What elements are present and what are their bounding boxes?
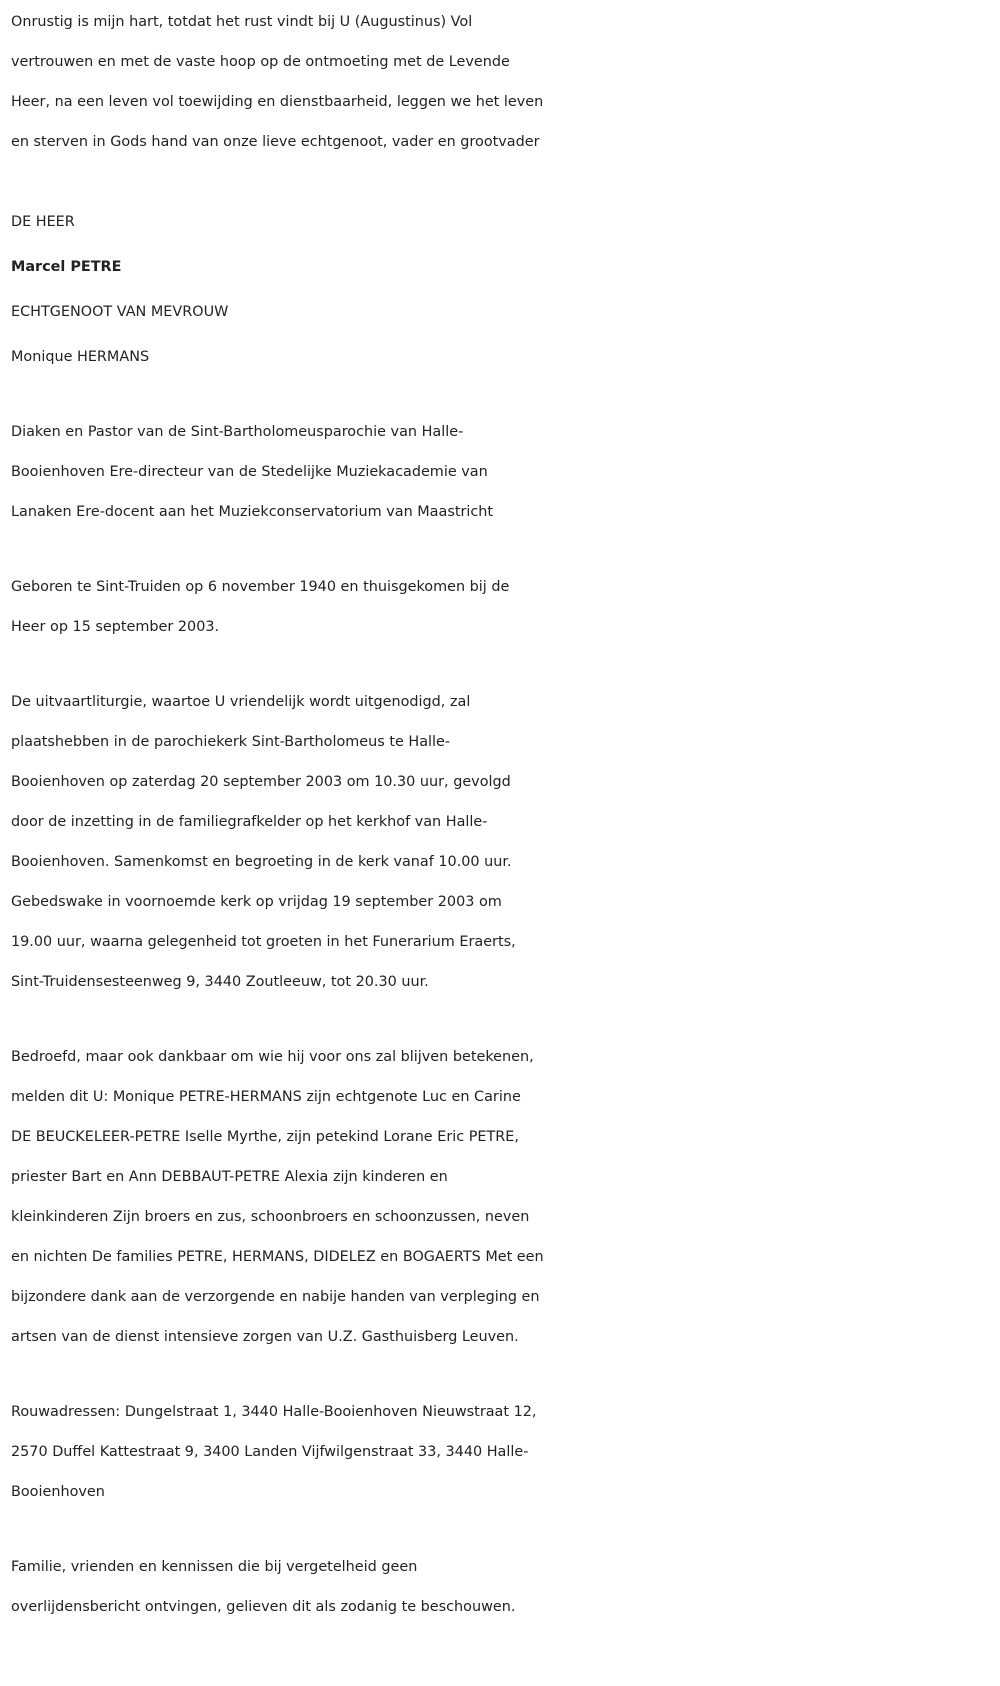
paragraph-gap: [11, 1357, 996, 1392]
obituary-document: [11, 0, 996, 1627]
funeral-line: Booienhoven. Samenkomst en begroeting in de kerk vanaf 10.00 uur.: [11, 854, 512, 870]
functions-line: Lanaken Ere-docent aan het Muziekconservatorium van Maastricht: [11, 504, 494, 520]
paragraph-gap: [11, 1512, 996, 1547]
functions-line: Diaken en Pastor van de Sint-Bartholomeusparochie van Halle-: [11, 424, 464, 440]
funeral-paragraph: [11, 682, 996, 1002]
paragraph-gap: [11, 162, 996, 202]
funeral-line: Sint-Truidensesteenweg 9, 3440 Zoutleeuw, tot 20.30 uur.: [11, 974, 429, 990]
birth-line: Heer op 15 september 2003.: [11, 619, 220, 635]
family-line: priester Bart en Ann DEBBAUT-PETRE Alexia zijn kinderen en: [11, 1169, 448, 1185]
funeral-line: 19.00 uur, waarna gelegenheid tot groeten in het Funerarium Eraerts,: [11, 934, 516, 950]
family-line: bijzondere dank aan de verzorgende en nabije handen van verpleging en: [11, 1289, 540, 1305]
funeral-line: De uitvaartliturgie, waartoe U vriendelijk wordt uitgenodigd, zal: [11, 694, 471, 710]
funeral-line: Gebedswake in voornoemde kerk op vrijdag 19 september 2003 om: [11, 894, 502, 910]
family-line: DE BEUCKELEER-PETRE Iselle Myrthe, zijn petekind Lorane Eric PETRE,: [11, 1129, 519, 1145]
deceased-header: [11, 202, 996, 377]
spouse-name: Monique HERMANS: [11, 349, 150, 365]
closing-line: overlijdensbericht ontvingen, gelieven dit als zodanig te beschouwen.: [11, 1599, 516, 1615]
family-paragraph: [11, 1037, 996, 1357]
intro-line: Heer, na een leven vol toewijding en dienstbaarheid, leggen we het leven: [11, 94, 544, 110]
paragraph-gap: [11, 647, 996, 682]
closing-paragraph: [11, 1547, 996, 1627]
family-line: en nichten De families PETRE, HERMANS, DIDELEZ en BOGAERTS Met een: [11, 1249, 544, 1265]
spouse-label: ECHTGENOOT VAN MEVROUW: [11, 304, 229, 320]
paragraph-gap: [11, 532, 996, 567]
functions-paragraph: [11, 412, 996, 532]
intro-line: Onrustig is mijn hart, totdat het rust vindt bij U (Augustinus) Vol: [11, 14, 473, 30]
addresses-line: 2570 Duffel Kattestraat 9, 3400 Landen Vijfwilgenstraat 33, 3440 Halle-: [11, 1444, 529, 1460]
paragraph-gap: [11, 1002, 996, 1037]
birth-paragraph: [11, 567, 996, 647]
paragraph-gap: [11, 377, 996, 412]
intro-line: vertrouwen en met de vaste hoop op de ontmoeting met de Levende: [11, 54, 510, 70]
funeral-line: plaatshebben in de parochiekerk Sint-Bartholomeus te Halle-: [11, 734, 451, 750]
funeral-line: Booienhoven op zaterdag 20 september 2003 om 10.30 uur, gevolgd: [11, 774, 511, 790]
birth-line: Geboren te Sint-Truiden op 6 november 1940 en thuisgekomen bij de: [11, 579, 510, 595]
title-label: DE HEER: [11, 214, 75, 230]
family-line: kleinkinderen Zijn broers en zus, schoonbroers en schoonzussen, neven: [11, 1209, 530, 1225]
intro-line: en sterven in Gods hand van onze lieve echtgenoot, vader en grootvader: [11, 134, 540, 150]
deceased-name: Marcel PETRE: [11, 259, 122, 275]
family-line: Bedroefd, maar ook dankbaar om wie hij voor ons zal blijven betekenen,: [11, 1049, 534, 1065]
intro-paragraph: [11, 2, 996, 162]
addresses-paragraph: [11, 1392, 996, 1512]
closing-line: Familie, vrienden en kennissen die bij vergetelheid geen: [11, 1559, 418, 1575]
funeral-line: door de inzetting in de familiegrafkelder op het kerkhof van Halle-: [11, 814, 488, 830]
family-line: melden dit U: Monique PETRE-HERMANS zijn echtgenote Luc en Carine: [11, 1089, 521, 1105]
family-line: artsen van de dienst intensieve zorgen van U.Z. Gasthuisberg Leuven.: [11, 1329, 519, 1345]
addresses-line: Booienhoven: [11, 1484, 105, 1500]
functions-line: Booienhoven Ere-directeur van de Stedelijke Muziekacademie van: [11, 464, 488, 480]
addresses-line: Rouwadressen: Dungelstraat 1, 3440 Halle-Booienhoven Nieuwstraat 12,: [11, 1404, 537, 1420]
